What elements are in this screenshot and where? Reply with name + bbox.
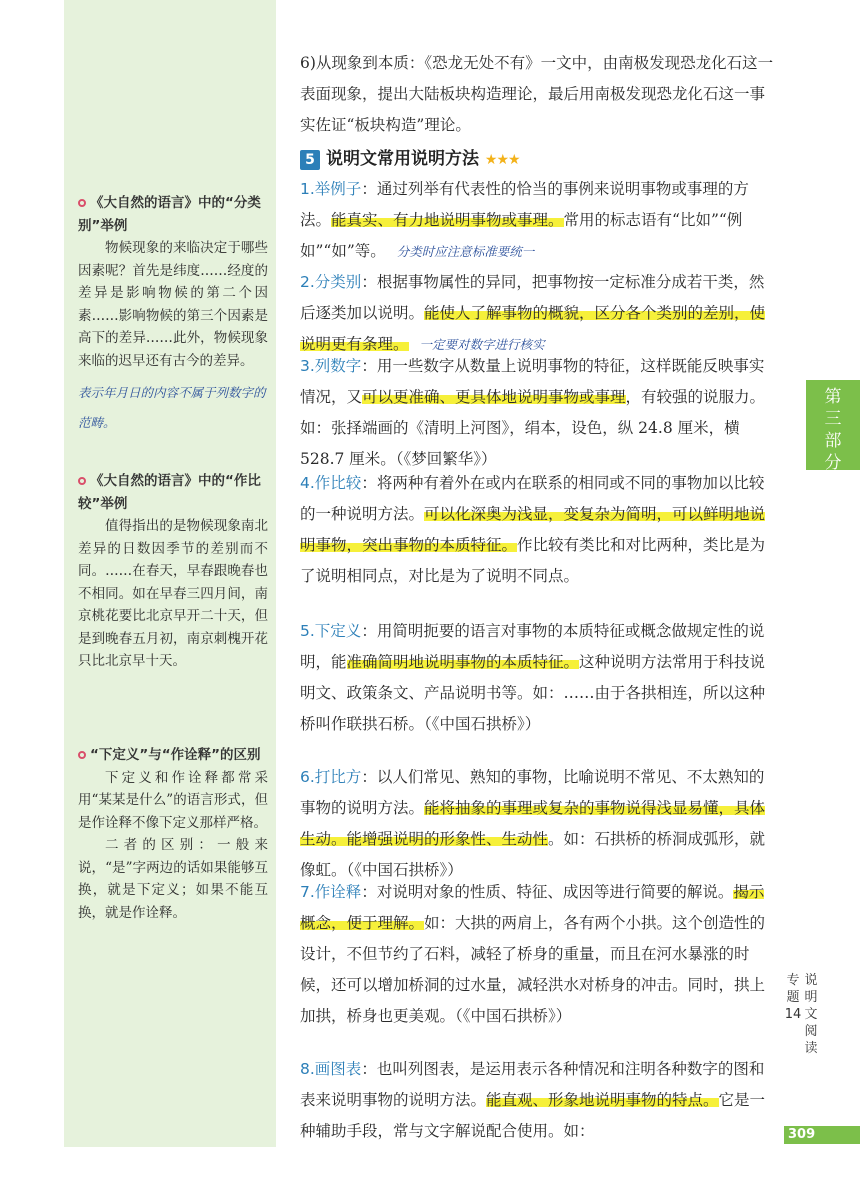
method-term: 画图表 (314, 1060, 362, 1078)
note-body: 值得指出的是物候现象南北差异的日数因季节的差别而不同。……在春天，早春跟晚春也不相同。如在早春三四月间，南京桃花要比北京早开二十天，但是到晚春五月初，南京刺槐开花只比北京早十天。 (78, 518, 268, 669)
topic-label: 专 题 14 说 明 文 阅 读 (784, 973, 818, 1056)
highlighted-text: 可以更准确、更具体地说明事物或事理 (362, 388, 626, 406)
handwritten-note: 分类时应注意标准要统一 (396, 244, 535, 259)
method-item: 1.举例子：通过列举有代表性的恰当的事例来说明事物或事理的方法。能真实、有力地说明事物或事理。常用的标志语有“比如”“例如”“如”等。 分类时应注意标准要统一 (300, 180, 749, 260)
method-item: 8.画图表：也叫列图表，是运用表示各种情况和注明各种数字的图和表来说明事物的说明方法。能直观、形象地说明事物的特点。它是一种辅助手段，常与文字解说配合使用。如： (300, 1060, 766, 1140)
paragraph-6: 6)从现象到本质：《恐龙无处不有》一文中，由南极发现恐龙化石这一表面现象，提出大陆板块构造理论，最后用南极发现恐龙化石这一事实佐证“板块构造”理论。 (300, 54, 774, 134)
method-term: 作诠释 (314, 883, 362, 901)
handwritten-note: 一定要对数字进行核实 (419, 337, 545, 352)
bullet-icon (78, 477, 86, 485)
sidebar-note-compare (78, 470, 268, 673)
highlighted-text: 揭示概念，便于理解。 (300, 883, 765, 932)
method-term: 下定义 (314, 622, 362, 640)
method-item: 6.打比方：以人们常见、熟知的事物，比喻说明不常见、不太熟知的事物的说明方法。能将抽象的事理或复杂的事物说得浅显易懂，具体生动。能增强说明的形象性、生动性。如：石拱桥的桥洞成弧形，就像虹。（《中国石拱桥》） (300, 768, 766, 879)
method-item: 5.下定义：用简明扼要的语言对事物的本质特征或概念做规定性的说明，能准确简明地说明事物的本质特征。这种说明方法常用于科技说明文、政策条文、产品说明书等。如：……由于各拱相连，所以这种桥叫作联拱石桥。（《中国石拱桥》） (300, 622, 766, 733)
note-body: 下定义和作诠释都常采用“某某是什么”的语言形式，但是作诠释不像下定义那样严格。 (78, 769, 268, 831)
method-item: 3.列数字：用一些数字从数量上说明事物的特征，这样既能反映事实情况，又可以更准确、更具体地说明事物或事理，有较强的说服力。如：张择端画的《清明上河图》，绢本，设色，纵 24.8 厘米，横 528.7 厘米。（《梦回繁华》） (300, 357, 766, 468)
highlighted-text: 能将抽象的事理或复杂的事物说得浅显易懂，具体生动。能增强说明的形象性、生动性 (300, 799, 766, 848)
highlighted-text: 能使人了解事物的概貌，区分各个类别的差别，使说明更有条理。 (300, 304, 766, 353)
section-number: 5 (300, 150, 320, 170)
star-rating-icon: ★★★ (484, 152, 520, 168)
method-term: 作比较 (314, 474, 362, 492)
page-number: 309 (784, 1126, 860, 1144)
highlighted-text: 可以化深奥为浅显，变复杂为简明，可以鲜明地说明事物，突出事物的本质特征。 (300, 505, 766, 554)
bullet-icon (78, 751, 86, 759)
method-item: 4.作比较：将两种有着外在或内在联系的相同或不同的事物加以比较的一种说明方法。可以化深奥为浅显，变复杂为简明，可以鲜明地说明事物，突出事物的本质特征。作比较有类比和对比两种，类比是为了说明相同点，对比是为了说明不同点。 (300, 474, 766, 585)
note-title: “下定义”与“作诠释”的区别 (78, 744, 268, 767)
sidebar-note-define (78, 744, 268, 924)
sidebar-note-classify (78, 192, 268, 438)
note-title: 《大自然的语言》中的“作比较”举例 (78, 473, 261, 512)
method-term: 列数字 (314, 357, 362, 375)
method-term: 打比方 (314, 768, 362, 786)
note-body: 物候现象的来临决定于哪些因素呢？首先是纬度……经度的差异是影响物候的第二个因素……影响物候的第三个因素是高下的差异……此外，物候现象来临的迟早还有古今的差异。 (78, 240, 268, 369)
section-heading (300, 144, 520, 170)
method-term: 分类别 (314, 273, 362, 291)
highlighted-text: 准确简明地说明事物的本质特征。 (346, 653, 580, 671)
part-tab: 第 三 部 分 (806, 380, 860, 470)
note-body: 二者的区别：一般来说，“是”字两边的话如果能够互换，就是下定义；如果不能互换，就是作诠释。 (78, 837, 268, 921)
highlighted-text: 能直观、形象地说明事物的特点。 (486, 1091, 719, 1109)
handwritten-note: 表示年月日的内容不属于列数字的范畴。 (78, 385, 266, 430)
highlighted-text: 能真实、有力地说明事物或事理。 (331, 211, 564, 229)
section-title: 说明文常用说明方法 (326, 149, 479, 169)
bullet-icon (78, 199, 86, 207)
method-item: 7.作诠释：对说明对象的性质、特征、成因等进行简要的解说。揭示概念，便于理解。如：大拱的两肩上，各有两个小拱。这个创造性的设计，不但节约了石料，减轻了桥身的重量，而且在河水暴涨的时候，还可以增加桥洞的过水量，减轻洪水对桥身的冲击。同时，拱上加拱，桥身也更美观。（《中国石拱桥》） (300, 883, 766, 1025)
note-title: 《大自然的语言》中的“分类别”举例 (78, 195, 261, 234)
method-term: 举例子 (314, 180, 362, 198)
method-item: 2.分类别：根据事物属性的异同，把事物按一定标准分成若干类，然后逐类加以说明。能使人了解事物的概貌，区分各个类别的差别，使说明更有条理。 一定要对数字进行核实 (300, 273, 766, 353)
